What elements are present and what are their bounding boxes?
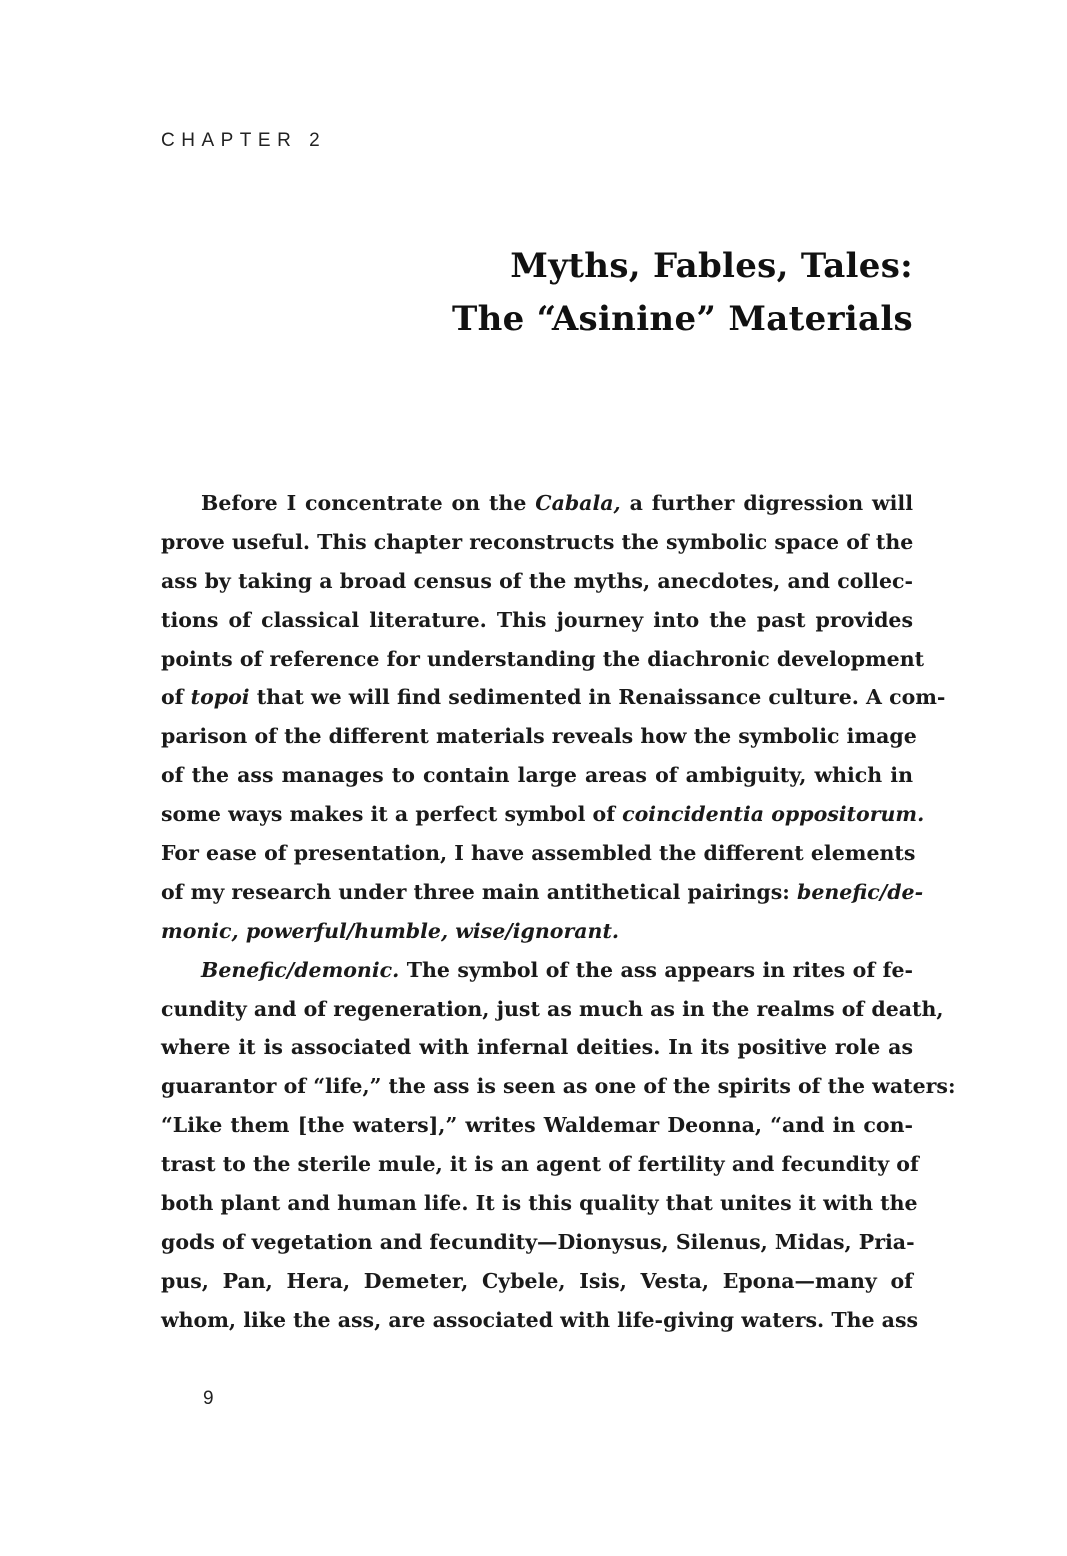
- text-line: [161, 1145, 919, 1184]
- italic-segment: monic, powerful/humble, wise/ignorant.: [161, 918, 620, 943]
- text-line: [161, 834, 916, 873]
- chapter-title: [452, 240, 913, 346]
- text-segment: gods of vegetation and fecundity—Dionysus, Silenus, Midas, Pria-: [161, 1229, 915, 1254]
- text-line: [161, 678, 946, 717]
- text-segment: both plant and human life. It is this quality that unites it with the: [161, 1191, 918, 1216]
- text-line: [161, 562, 913, 601]
- text-segment: of my research under three main antithetical pairings:: [161, 879, 798, 904]
- text-segment: guarantor of “life,” the ass is seen as one of the spirits of the waters:: [161, 1074, 956, 1099]
- text-segment: of: [161, 685, 191, 710]
- italic-segment: Benefic/demonic.: [201, 957, 400, 982]
- text-segment: “Like them [the waters],” writes Waldemar Deonna, “and in con-: [161, 1113, 913, 1138]
- italic-segment: topoi: [190, 685, 250, 710]
- text-segment: ass by taking a broad census of the myths, anecdotes, and collec-: [161, 568, 913, 593]
- italic-segment: Cabala,: [535, 491, 621, 515]
- chapter-title-line-1: Myths, Fables, Tales:: [510, 246, 913, 286]
- text-segment: some ways makes it a perfect symbol of: [161, 802, 623, 827]
- text-line: [161, 1223, 913, 1262]
- text-line: [161, 873, 924, 912]
- body-text: [161, 484, 956, 1340]
- text-segment: Before I concentrate on the: [201, 491, 536, 515]
- text-segment: prove useful. This chapter reconstructs the symbolic space of the: [161, 529, 914, 554]
- text-segment: whom, like the ass, are associated with life-giving waters. The ass: [161, 1307, 919, 1332]
- text-line: [161, 1262, 913, 1301]
- text-line: [161, 951, 913, 990]
- italic-segment: coincidentia oppositorum.: [622, 802, 925, 827]
- text-line: [161, 1106, 913, 1145]
- text-line: [161, 523, 913, 562]
- text-line: [161, 1028, 913, 1067]
- text-segment: For ease of presentation, I have assembled the different elements: [161, 841, 916, 866]
- page-number: 9: [203, 1388, 214, 1409]
- text-line: [161, 640, 925, 679]
- italic-segment: benefic/de-: [797, 879, 924, 904]
- text-line: [161, 990, 944, 1029]
- text-segment: points of reference for understanding the diachronic development: [161, 646, 925, 671]
- chapter-label: CHAPTER 2: [161, 130, 327, 151]
- text-segment: where it is associated with infernal deities. In its positive role as: [161, 1035, 913, 1060]
- text-line: [161, 601, 913, 640]
- text-segment: of the ass manages to contain large areas of ambiguity, which in: [161, 763, 913, 788]
- text-line: [161, 484, 913, 523]
- text-line: [161, 756, 913, 795]
- text-line: [161, 717, 917, 756]
- text-line: [161, 912, 913, 951]
- text-segment: cundity and of regeneration, just as much as in the realms of death,: [161, 996, 944, 1021]
- text-segment: that we will find sedimented in Renaissance culture. A com-: [249, 685, 946, 710]
- text-line: [161, 1067, 956, 1106]
- text-line: [161, 1184, 918, 1223]
- text-segment: The symbol of the ass appears in rites of fe-: [399, 957, 913, 982]
- text-segment: trast to the sterile mule, it is an agent of fertility and fecundity of: [161, 1152, 919, 1177]
- text-segment: a further digression will: [620, 491, 913, 515]
- text-segment: parison of the different materials reveals how the symbolic image: [161, 724, 917, 749]
- chapter-title-line-2: The “Asinine” Materials: [451, 299, 913, 339]
- text-line: [161, 795, 925, 834]
- text-segment: pus, Pan, Hera, Demeter, Cybele, Isis, Vesta, Epona—many of: [161, 1268, 913, 1293]
- text-line: [161, 1301, 919, 1340]
- text-segment: tions of classical literature. This journey into the past provides: [161, 607, 913, 632]
